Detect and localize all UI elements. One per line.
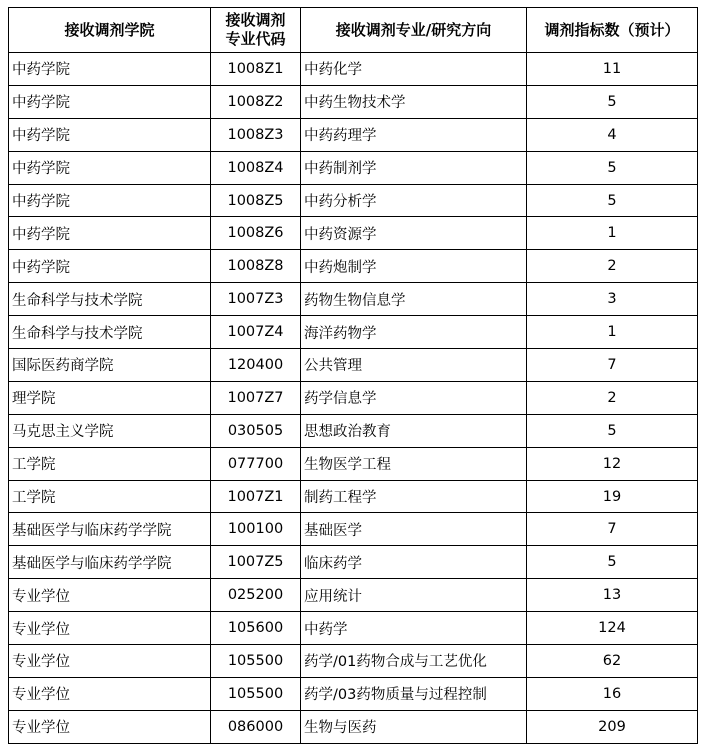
table-header-row [9,8,698,53]
college-cell: 理学院 [9,381,211,414]
college-cell: 中药学院 [9,53,211,86]
table-row [9,546,698,579]
major-direction-cell: 生物与医药 [301,710,527,743]
major-code-cell: 1008Z2 [211,85,301,118]
major-code-cell: 1008Z3 [211,118,301,151]
major-code-cell: 030505 [211,414,301,447]
major-direction-cell: 海洋药物学 [301,316,527,349]
college-cell: 生命科学与技术学院 [9,283,211,316]
table-row [9,677,698,710]
major-direction-cell: 药学信息学 [301,381,527,414]
college-cell: 专业学位 [9,579,211,612]
major-code-cell: 1007Z7 [211,381,301,414]
major-code-cell: 025200 [211,579,301,612]
quota-cell: 62 [527,645,698,678]
major-direction-cell: 中药分析学 [301,184,527,217]
major-direction-cell: 中药生物技术学 [301,85,527,118]
quota-cell: 2 [527,250,698,283]
college-cell: 中药学院 [9,118,211,151]
major-code-cell: 105500 [211,677,301,710]
table-row [9,53,698,86]
table-row [9,381,698,414]
table-row [9,316,698,349]
quota-cell: 16 [527,677,698,710]
quota-cell: 5 [527,151,698,184]
major-code-cell: 100100 [211,513,301,546]
table-row [9,579,698,612]
quota-cell: 1 [527,316,698,349]
college-cell: 马克思主义学院 [9,414,211,447]
college-cell: 中药学院 [9,217,211,250]
college-cell: 中药学院 [9,151,211,184]
major-code-cell: 105500 [211,645,301,678]
table-row [9,283,698,316]
table-row [9,612,698,645]
major-code-cell: 1008Z6 [211,217,301,250]
table-row [9,250,698,283]
college-cell: 国际医药商学院 [9,349,211,382]
college-cell: 专业学位 [9,710,211,743]
major-direction-cell: 中药药理学 [301,118,527,151]
header-major-direction: 接收调剂专业/研究方向 [301,8,527,53]
college-cell: 中药学院 [9,85,211,118]
college-cell: 工学院 [9,447,211,480]
quota-cell: 1 [527,217,698,250]
college-cell: 专业学位 [9,645,211,678]
major-direction-cell: 中药炮制学 [301,250,527,283]
major-direction-cell: 公共管理 [301,349,527,382]
table-row [9,645,698,678]
major-code-cell: 1008Z8 [211,250,301,283]
table-row [9,151,698,184]
major-direction-cell: 药物生物信息学 [301,283,527,316]
table-row [9,447,698,480]
quota-cell: 4 [527,118,698,151]
major-direction-cell: 生物医学工程 [301,447,527,480]
major-code-cell: 077700 [211,447,301,480]
college-cell: 中药学院 [9,184,211,217]
college-cell: 基础医学与临床药学学院 [9,513,211,546]
quota-cell: 2 [527,381,698,414]
major-direction-cell: 应用统计 [301,579,527,612]
table-body [9,53,698,744]
major-code-cell: 1008Z1 [211,53,301,86]
major-direction-cell: 药学/03药物质量与过程控制 [301,677,527,710]
quota-cell: 13 [527,579,698,612]
table-row [9,349,698,382]
major-code-cell: 1007Z5 [211,546,301,579]
major-code-cell: 1008Z4 [211,151,301,184]
major-code-cell: 120400 [211,349,301,382]
major-direction-cell: 中药资源学 [301,217,527,250]
quota-cell: 12 [527,447,698,480]
major-code-cell: 1007Z3 [211,283,301,316]
college-cell: 生命科学与技术学院 [9,316,211,349]
quota-cell: 7 [527,349,698,382]
major-code-cell: 1007Z1 [211,480,301,513]
major-code-cell: 1008Z5 [211,184,301,217]
college-cell: 专业学位 [9,677,211,710]
quota-cell: 3 [527,283,698,316]
table-row [9,85,698,118]
college-cell: 中药学院 [9,250,211,283]
major-direction-cell: 中药制剂学 [301,151,527,184]
header-quota: 调剂指标数（预计） [527,8,698,53]
major-direction-cell: 中药学 [301,612,527,645]
major-direction-cell: 基础医学 [301,513,527,546]
table-row [9,710,698,743]
college-cell: 基础医学与临床药学学院 [9,546,211,579]
major-code-cell: 105600 [211,612,301,645]
table-row [9,184,698,217]
quota-cell: 5 [527,85,698,118]
major-code-cell: 1007Z4 [211,316,301,349]
major-direction-cell: 临床药学 [301,546,527,579]
quota-cell: 7 [527,513,698,546]
college-cell: 工学院 [9,480,211,513]
major-code-cell: 086000 [211,710,301,743]
header-college: 接收调剂学院 [9,8,211,53]
college-cell: 专业学位 [9,612,211,645]
table-row [9,513,698,546]
table-row [9,118,698,151]
table-row [9,480,698,513]
quota-cell: 209 [527,710,698,743]
quota-cell: 11 [527,53,698,86]
quota-cell: 5 [527,546,698,579]
quota-cell: 124 [527,612,698,645]
major-direction-cell: 中药化学 [301,53,527,86]
major-direction-cell: 思想政治教育 [301,414,527,447]
quota-cell: 19 [527,480,698,513]
header-major-code: 接收调剂 专业代码 [211,8,301,53]
allocation-table [8,7,698,744]
major-direction-cell: 制药工程学 [301,480,527,513]
major-direction-cell: 药学/01药物合成与工艺优化 [301,645,527,678]
quota-cell: 5 [527,184,698,217]
table-row [9,414,698,447]
quota-cell: 5 [527,414,698,447]
table-row [9,217,698,250]
